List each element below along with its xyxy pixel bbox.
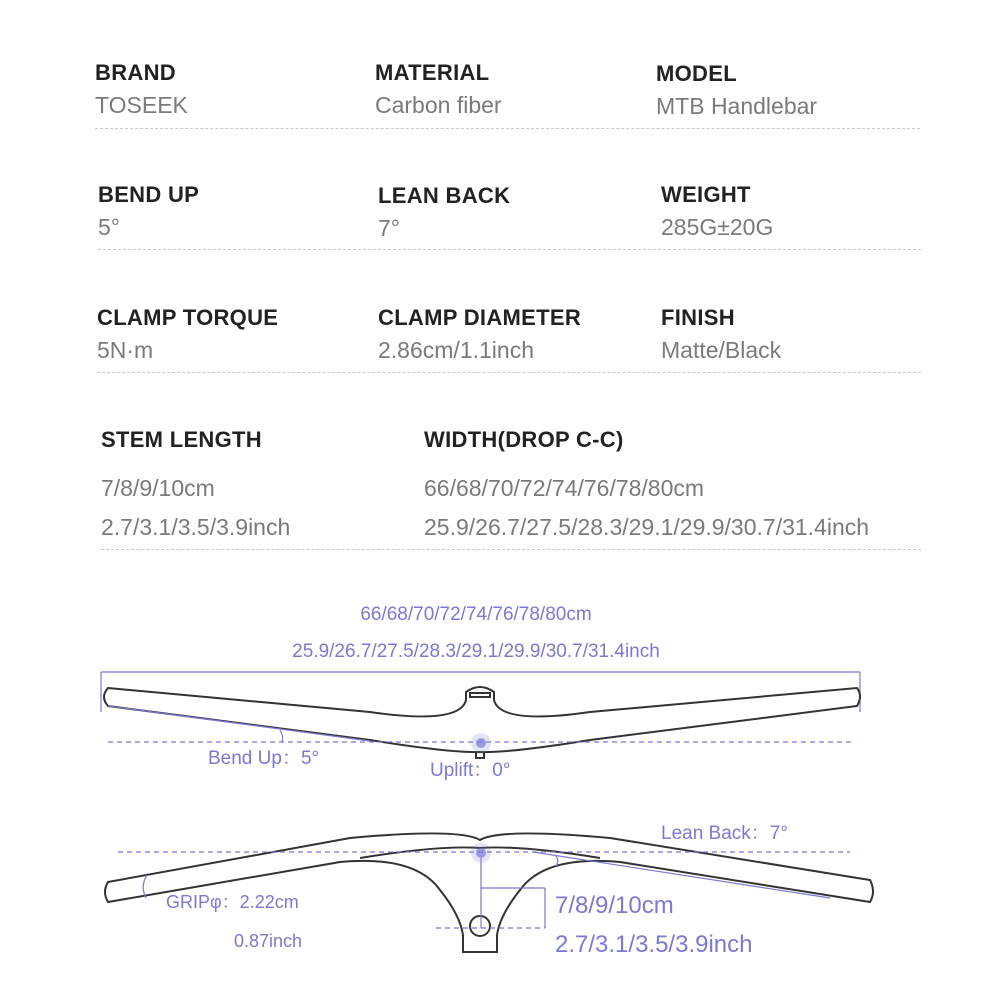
spec-value: Matte/Black [661, 337, 782, 363]
spec-value-inch: 25.9/26.7/27.5/28.3/29.1/29.9/30.7/31.4inch [424, 514, 870, 540]
spec-value: 7° [378, 215, 400, 241]
diagram-uplift: Uplift：0° [430, 760, 511, 781]
spec-value-cm: 66/68/70/72/74/76/78/80cm [424, 475, 705, 501]
bend-up-angle-line [108, 706, 370, 741]
diagram-grip-inch: 0.87inch [234, 931, 303, 951]
spec-label: MODEL [656, 61, 737, 86]
spec-label: MATERIAL [375, 60, 490, 85]
diagram-lean-back: Lean Back：7° [661, 823, 788, 844]
spec-label: WIDTH(DROP C-C) [424, 427, 624, 452]
spec-value: MTB Handlebar [656, 93, 818, 119]
diagram-bend-up: Bend Up：5° [208, 748, 320, 769]
spec-value: 285G±20G [661, 214, 774, 240]
spec-value: Carbon fiber [375, 92, 502, 118]
spec-label: CLAMP TORQUE [97, 305, 279, 330]
spec-label: LEAN BACK [378, 183, 511, 208]
spec-label: FINISH [661, 305, 735, 330]
spec-label: WEIGHT [661, 182, 751, 207]
spec-value: TOSEEK [95, 92, 188, 118]
spec-value: 5N·m [97, 337, 154, 363]
diagram-width-inch: 25.9/26.7/27.5/28.3/29.1/29.9/30.7/31.4inch [292, 641, 660, 662]
spec-value-cm: 7/8/9/10cm [101, 475, 215, 501]
diagram-stem-cm: 7/8/9/10cm [555, 892, 674, 919]
bend-up-angle-arc [280, 730, 283, 742]
spec-value: 2.86cm/1.1inch [378, 337, 534, 363]
diagram-grip-cm: GRIPφ：2.22cm [166, 892, 299, 912]
diagram-stem-inch: 2.7/3.1/3.5/3.9inch [555, 931, 753, 958]
spec-value: 5° [98, 214, 120, 240]
diagram-width-cm: 66/68/70/72/74/76/78/80cm [360, 604, 592, 625]
spec-value-inch: 2.7/3.1/3.5/3.9inch [101, 514, 291, 540]
spec-label: STEM LENGTH [101, 427, 262, 452]
spec-label: CLAMP DIAMETER [378, 305, 582, 330]
spec-label: BRAND [95, 60, 176, 85]
spec-label: BEND UP [98, 182, 200, 207]
